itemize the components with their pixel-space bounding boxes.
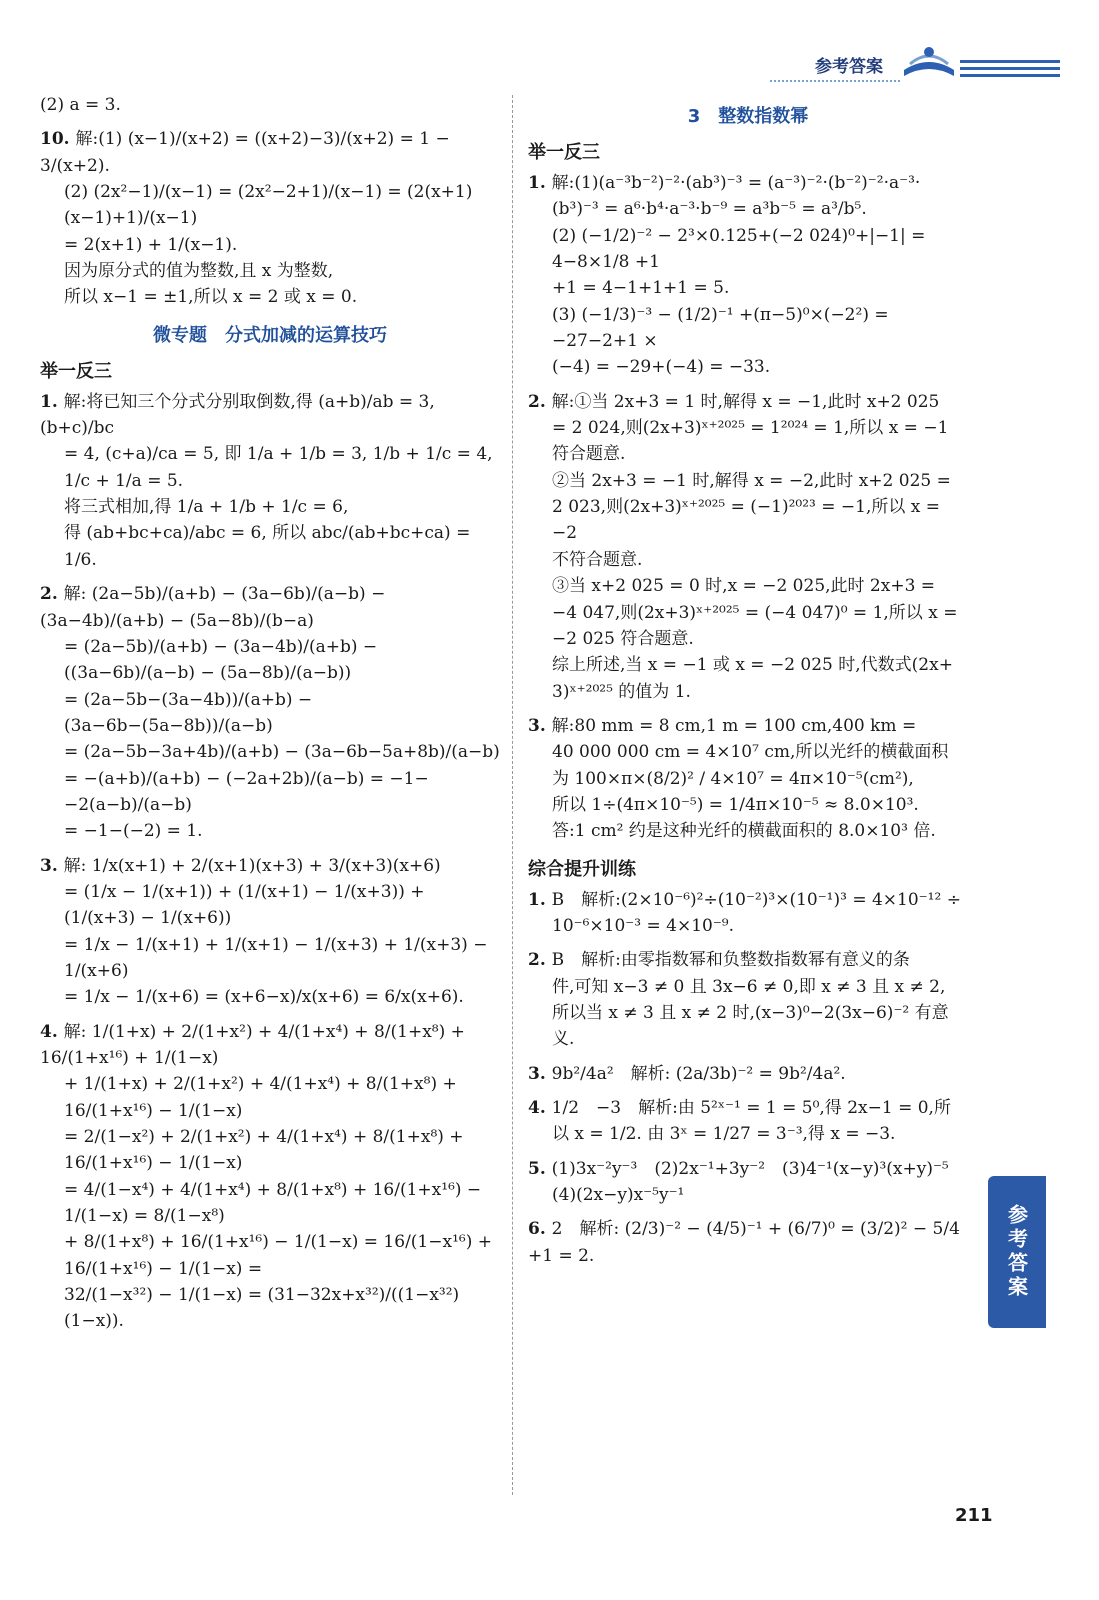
answer-line <box>40 1177 500 1230</box>
answer-line <box>528 739 968 765</box>
line-text: 40 000 000 cm = 4×10⁷ cm,所以光纤的横截面积 <box>552 742 949 763</box>
answer-line <box>528 468 968 494</box>
answer-item <box>40 92 500 118</box>
line-text: = (1/x − 1/(x+1)) + (1/(x+1) − 1/(x+3)) + (1/(x+3) − 1/(x+6)) <box>64 881 430 929</box>
answer-line <box>528 196 968 222</box>
line-text: 2 解析: (2/3)⁻² − (4/5)⁻¹ + (6/7)⁰ = (3/2)² − 5/4 +1 = 2. <box>528 1219 966 1266</box>
line-text: = 2 024,则(2x+3)ˣ⁺²⁰²⁵ = 1²⁰²⁴ = 1,所以 x = −1 <box>552 418 949 439</box>
item-number: 3. <box>528 715 552 736</box>
item-number: 6. <box>528 1219 552 1240</box>
item-number: 3. <box>528 1063 552 1084</box>
header-rule <box>770 80 900 82</box>
answer-line <box>528 441 968 467</box>
answer-line <box>528 1061 968 1087</box>
answer-line <box>528 494 968 547</box>
answer-line <box>40 258 500 284</box>
answer-item <box>528 1095 968 1148</box>
answer-line <box>40 232 500 258</box>
line-text: 9b²/4a² 解析: (2a/3b)⁻² = 9b²/4a². <box>551 1063 846 1084</box>
answer-line <box>528 275 968 301</box>
answer-line <box>528 573 968 599</box>
line-text: = 2/(1−x²) + 2/(1+x²) + 4/(1+x⁴) + 8/(1+x⁸) + 16/(1+x¹⁶) − 1/(1−x) <box>64 1127 469 1174</box>
line-text: (4)(2x−y)x⁻⁵y⁻¹ <box>552 1185 685 1206</box>
answer-line <box>528 713 968 739</box>
answer-item <box>528 1156 968 1209</box>
answer-line <box>40 879 500 932</box>
answer-item <box>40 126 500 310</box>
answer-line <box>40 494 500 520</box>
answer-line <box>528 389 968 415</box>
line-text: 将三式相加,得 1/a + 1/b + 1/c = 6, <box>64 497 349 518</box>
line-text: = 1/x − 1/(x+1) + 1/(x+1) − 1/(x+3) + 1/(x+3) − 1/(x+6) <box>64 934 493 981</box>
answer-line <box>528 1156 968 1182</box>
line-text: = (2a−5b−(3a−4b))/(a+b) − (3a−6b−(5a−8b))/(a−b) <box>64 689 318 736</box>
answer-line <box>528 547 968 573</box>
item-number: 4. <box>528 1098 552 1118</box>
line-text: = −(a+b)/(a+b) − (−2a+2b)/(a−b) = −1− −2(a−b)/(a−b) <box>64 768 435 815</box>
answer-line <box>528 679 968 705</box>
line-text: (2) a = 3. <box>40 95 121 115</box>
line-text: ②当 2x+3 = −1 时,解得 x = −2,此时 x+2 025 = <box>552 470 951 491</box>
line-text: 因为原分式的值为整数,且 x 为整数, <box>64 261 334 282</box>
answer-line <box>528 818 968 844</box>
answer-item <box>528 887 968 940</box>
line-text: 32/(1−x³²) − 1/(1−x) = (31−32x+x³²)/((1−x³²)(1−x)). <box>64 1285 460 1332</box>
answer-line <box>40 441 500 494</box>
line-text: + 8/(1+x⁸) + 16/(1+x¹⁶) − 1/(1−x) = 16/(1−x¹⁶) + 16/(1+x¹⁶) − 1/(1−x) = <box>64 1232 498 1279</box>
answer-line <box>528 626 968 652</box>
answer-line <box>528 1121 968 1147</box>
line-text: = −1−(−2) = 1. <box>64 821 203 842</box>
answer-line <box>40 766 500 819</box>
answer-line <box>40 1282 500 1335</box>
line-text: = (2a−5b−3a+4b)/(a+b) − (3a−6b−5a+8b)/(a−b) <box>64 742 500 763</box>
answer-line <box>528 974 968 1000</box>
answer-line <box>40 818 500 844</box>
column-divider <box>512 95 513 1495</box>
line-text: + 1/(1+x) + 2/(1+x²) + 4/(1+x⁴) + 8/(1+x⁸) + 16/(1+x¹⁶) − 1/(1−x) <box>64 1074 463 1121</box>
answer-line <box>528 600 968 626</box>
answer-line <box>40 389 500 442</box>
item-number: 4. <box>40 1021 64 1042</box>
answer-line <box>528 170 968 196</box>
line-text: −2 025 符合题意. <box>552 628 694 649</box>
answer-line <box>40 1071 500 1124</box>
section-title: 微专题 分式加减的运算技巧 <box>153 324 387 346</box>
line-text: 所以 1÷(4π×10⁻⁵) = 1/4π×10⁻⁵ ≈ 8.0×10³. <box>552 794 919 815</box>
line-text: +1 = 4−1+1+1 = 5. <box>552 278 730 299</box>
answer-line <box>528 1000 968 1053</box>
item-number: 2. <box>40 584 64 605</box>
line-text: 解: 1/x(x+1) + 2/(x+1)(x+3) + 3/(x+3)(x+6) <box>63 855 441 876</box>
answer-line <box>40 687 500 740</box>
answer-item <box>528 170 968 381</box>
item-number: 10. <box>40 129 76 150</box>
line-text: = 4, (c+a)/ca = 5, 即 1/a + 1/b = 3, 1/b + 1/c = 4, 1/c + 1/a = 5. <box>64 444 498 491</box>
answer-line <box>528 792 968 818</box>
item-number: 3. <box>40 855 64 876</box>
item-number: 2. <box>528 950 552 971</box>
item-number: 1. <box>528 173 552 193</box>
answer-line <box>40 179 500 232</box>
line-text: 解:①当 2x+3 = 1 时,解得 x = −1,此时 x+2 025 <box>551 391 940 412</box>
section-title: 3 整数指数幂 <box>687 106 809 127</box>
line-text: 所以当 x ≠ 3 且 x ≠ 2 时,(x−3)⁰−2(3x−6)⁻² 有意义. <box>552 1002 949 1050</box>
answer-line <box>40 932 500 985</box>
answer-item <box>40 1019 500 1335</box>
answer-line <box>528 302 968 355</box>
answer-line <box>528 766 968 792</box>
answer-line <box>528 354 968 380</box>
item-number: 5. <box>528 1158 552 1179</box>
line-text: B 解析:(2×10⁻⁶)²÷(10⁻²)³×(10⁻¹)³ = 4×10⁻¹² ÷ <box>551 889 961 910</box>
line-text: 答:1 cm² 约是这种光纤的横截面积的 8.0×10³ 倍. <box>552 821 936 842</box>
answer-item <box>528 1216 968 1269</box>
subsection-heading: 举一反三 <box>528 142 600 163</box>
line-text: 10⁻⁶×10⁻³ = 4×10⁻⁹. <box>552 915 735 936</box>
line-text: 综上所述,当 x = −1 或 x = −2 025 时,代数式(2x+ <box>552 655 953 676</box>
line-text: = 1/x − 1/(x+6) = (x+6−x)/x(x+6) = 6/x(x+6). <box>64 987 464 1008</box>
answer-item <box>528 713 968 845</box>
line-text: (−4) = −29+(−4) = −33. <box>552 357 771 378</box>
item-number: 1. <box>40 391 64 412</box>
answer-line <box>528 652 968 678</box>
line-text: 以 x = 1/2. 由 3ˣ = 1/27 = 3⁻³,得 x = −3. <box>552 1124 896 1145</box>
answer-item <box>528 1061 968 1087</box>
answer-item <box>40 853 500 1011</box>
line-text: 解: (2a−5b)/(a+b) − (3a−6b)/(a−b) − (3a−4b)/(a+b) − (5a−8b)/(b−a) <box>40 584 391 631</box>
page-number: 211 <box>955 1505 993 1526</box>
line-text: 解: 1/(1+x) + 2/(1+x²) + 4/(1+x⁴) + 8/(1+x⁸) + 16/(1+x¹⁶) + 1/(1−x) <box>40 1021 471 1068</box>
answer-line <box>40 520 500 573</box>
answer-line <box>40 1124 500 1177</box>
line-text: B 解析:由零指数幂和负整数指数幂有意义的条 <box>551 950 910 971</box>
line-text: (2) (−1/2)⁻² − 2³×0.125+(−2 024)⁰+|−1| = 4−8×1/8 +1 <box>552 225 931 273</box>
header-label: 参考答案 <box>815 57 883 77</box>
answer-line <box>40 634 500 687</box>
item-number: 1. <box>528 889 552 910</box>
line-text: = 2(x+1) + 1/(x−1). <box>64 234 238 255</box>
line-text: = (2a−5b)/(a+b) − (3a−4b)/(a+b) − ((3a−6b)/(a−b) − (5a−8b)/(a−b)) <box>64 636 383 684</box>
item-number: 2. <box>528 391 552 412</box>
answer-line <box>40 284 500 310</box>
subsection-heading: 举一反三 <box>40 360 112 382</box>
answer-item <box>528 389 968 705</box>
line-text: 符合题意. <box>552 444 626 465</box>
line-text: −4 047,则(2x+3)ˣ⁺²⁰²⁵ = (−4 047)⁰ = 1,所以 x = <box>552 602 958 623</box>
answer-line <box>528 415 968 441</box>
answer-line <box>528 913 968 939</box>
line-text: 得 (ab+bc+ca)/abc = 6, 所以 abc/(ab+bc+ca) = 1/6. <box>64 523 476 570</box>
answer-line <box>40 126 500 179</box>
line-text: 2 023,则(2x+3)ˣ⁺²⁰²⁵ = (−1)²⁰²³ = −1,所以 x = −2 <box>552 497 946 544</box>
answer-line <box>40 1229 500 1282</box>
answer-item <box>528 947 968 1052</box>
subsection-heading: 综合提升训练 <box>528 858 636 880</box>
line-text: (b³)⁻³ = a⁶·b⁴·a⁻³·b⁻⁹ = a³b⁻⁵ = a³/b⁵. <box>552 199 867 220</box>
line-text: 为 100×π×(8/2)² / 4×10⁷ = 4π×10⁻⁵(cm²), <box>552 768 914 789</box>
answer-line <box>40 853 500 879</box>
header-stripes <box>960 60 1060 81</box>
side-tab[interactable]: 参考答案 <box>988 1176 1046 1328</box>
answer-line <box>528 1182 968 1208</box>
answer-line <box>528 223 968 276</box>
line-text: 解:(1)(a⁻³b⁻²)⁻²·(ab³)⁻³ = (a⁻³)⁻²·(b⁻²)⁻²·a⁻³· <box>551 173 921 193</box>
line-text: (1)3x⁻²y⁻³ (2)2x⁻¹+3y⁻² (3)4⁻¹(x−y)³(x+y)⁻⁵ <box>551 1158 949 1179</box>
line-text: 解:将已知三个分式分别取倒数,得 (a+b)/ab = 3, (b+c)/bc <box>40 391 441 439</box>
answer-item <box>40 389 500 573</box>
line-text: ③当 x+2 025 = 0 时,x = −2 025,此时 2x+3 = <box>552 576 936 597</box>
answer-item <box>40 581 500 844</box>
line-text: 所以 x−1 = ±1,所以 x = 2 或 x = 0. <box>64 287 358 308</box>
answer-line <box>528 887 968 913</box>
book-logo-icon <box>900 40 958 80</box>
answer-line <box>40 984 500 1010</box>
left-column <box>40 92 500 1343</box>
line-text: = 4/(1−x⁴) + 4/(1+x⁴) + 8/(1+x⁸) + 16/(1+x¹⁶) − 1/(1−x) = 8/(1−x⁸) <box>64 1179 487 1227</box>
answer-line <box>40 1019 500 1072</box>
answer-line <box>40 92 500 118</box>
answer-line <box>40 739 500 765</box>
line-text: 件,可知 x−3 ≠ 0 且 3x−6 ≠ 0,即 x ≠ 3 且 x ≠ 2, <box>552 976 946 997</box>
answer-line <box>528 947 968 973</box>
answer-line <box>528 1095 968 1121</box>
line-text: (2) (2x²−1)/(x−1) = (2x²−2+1)/(x−1) = (2(x+1)(x−1)+1)/(x−1) <box>64 182 473 229</box>
line-text: 3)ˣ⁺²⁰²⁵ 的值为 1. <box>552 681 691 702</box>
line-text: 解:80 mm = 8 cm,1 m = 100 cm,400 km = <box>551 715 917 736</box>
answer-line <box>528 1216 968 1269</box>
answer-line <box>40 581 500 634</box>
right-column <box>528 92 968 1277</box>
line-text: 不符合题意. <box>552 549 643 570</box>
line-text: (3) (−1/3)⁻³ − (1/2)⁻¹ +(π−5)⁰×(−2²) = −27−2+1 × <box>552 304 895 352</box>
line-text: 解:(1) (x−1)/(x+2) = ((x+2)−3)/(x+2) = 1 − 3/(x+2). <box>40 129 456 176</box>
line-text: 1/2 −3 解析:由 5²ˣ⁻¹ = 1 = 5⁰,得 2x−1 = 0,所 <box>551 1098 951 1118</box>
